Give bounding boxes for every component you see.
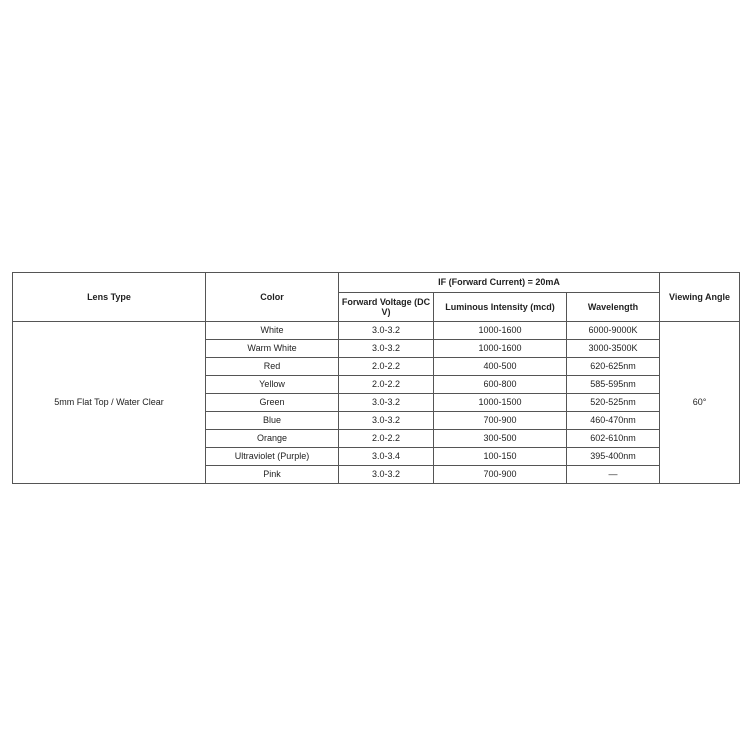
intensity-cell: 600-800	[434, 376, 567, 394]
color-cell: Green	[206, 394, 339, 412]
header-forward-current-group: IF (Forward Current) = 20mA	[339, 273, 660, 293]
wavelength-cell: 395-400nm	[567, 448, 660, 466]
wavelength-cell: 520-525nm	[567, 394, 660, 412]
color-cell: Yellow	[206, 376, 339, 394]
intensity-cell: 700-900	[434, 412, 567, 430]
intensity-cell: 700-900	[434, 466, 567, 484]
voltage-cell: 2.0-2.2	[339, 376, 434, 394]
wavelength-cell: —	[567, 466, 660, 484]
intensity-cell: 400-500	[434, 358, 567, 376]
header-viewing-angle: Viewing Angle	[660, 273, 740, 322]
color-cell: Warm White	[206, 340, 339, 358]
table-body	[13, 322, 740, 484]
wavelength-cell: 6000-9000K	[567, 322, 660, 340]
intensity-cell: 100-150	[434, 448, 567, 466]
header-luminous-intensity: Luminous Intensity (mcd)	[434, 293, 567, 322]
voltage-cell: 3.0-3.2	[339, 412, 434, 430]
color-cell: Ultraviolet (Purple)	[206, 448, 339, 466]
color-cell: Blue	[206, 412, 339, 430]
color-cell: White	[206, 322, 339, 340]
color-cell: Red	[206, 358, 339, 376]
header-forward-voltage: Forward Voltage (DC V)	[339, 293, 434, 322]
voltage-cell: 3.0-3.2	[339, 394, 434, 412]
wavelength-cell: 3000-3500K	[567, 340, 660, 358]
wavelength-cell: 460-470nm	[567, 412, 660, 430]
intensity-cell: 1000-1500	[434, 394, 567, 412]
wavelength-cell: 620-625nm	[567, 358, 660, 376]
led-spec-table	[12, 272, 740, 484]
intensity-cell: 1000-1600	[434, 322, 567, 340]
table-row	[13, 322, 740, 340]
color-cell: Pink	[206, 466, 339, 484]
viewing-angle-cell: 60°	[660, 322, 740, 484]
intensity-cell: 300-500	[434, 430, 567, 448]
voltage-cell: 2.0-2.2	[339, 358, 434, 376]
wavelength-cell: 585-595nm	[567, 376, 660, 394]
voltage-cell: 3.0-3.2	[339, 466, 434, 484]
header-lens-type: Lens Type	[13, 273, 206, 322]
voltage-cell: 2.0-2.2	[339, 430, 434, 448]
voltage-cell: 3.0-3.2	[339, 340, 434, 358]
lens-type-cell: 5mm Flat Top / Water Clear	[13, 322, 206, 484]
header-color: Color	[206, 273, 339, 322]
voltage-cell: 3.0-3.4	[339, 448, 434, 466]
header-row-top	[13, 273, 740, 293]
wavelength-cell: 602-610nm	[567, 430, 660, 448]
intensity-cell: 1000-1600	[434, 340, 567, 358]
voltage-cell: 3.0-3.2	[339, 322, 434, 340]
color-cell: Orange	[206, 430, 339, 448]
header-wavelength: Wavelength	[567, 293, 660, 322]
